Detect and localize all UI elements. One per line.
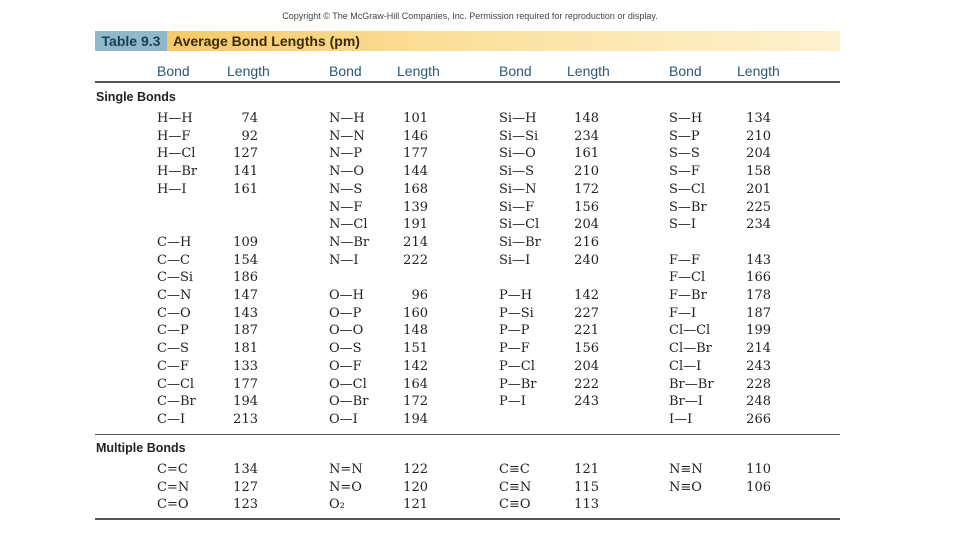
bond-label: Si—H [499,111,537,126]
table-number: Table 9.3 [95,31,167,51]
bond-label: C—S [157,341,189,357]
header-divider [95,81,840,83]
bond-length-value: 168 [403,181,428,197]
bond-length-value: 240 [574,252,599,268]
bond-length-value: 210 [746,128,771,144]
bond-label: N—Cl [329,217,368,233]
bond-length-value: 177 [233,376,258,392]
bond-length-value: 158 [746,164,771,180]
section-divider [95,434,840,435]
bond-length-value: 214 [403,234,428,250]
bond-length-value: 228 [746,376,771,392]
bond-length-value: 222 [403,252,428,268]
bond-label: H—Br [157,164,198,180]
table-bottom-rule [95,518,840,520]
bond-label: O—O [329,323,364,339]
bond-label: C—C [157,252,190,268]
bond-length-value: 199 [746,323,771,339]
bond-length-value: 115 [574,479,599,495]
bond-length-value: 74 [241,111,258,126]
bond-label: H—Cl [157,146,196,162]
bond-label: F—Br [669,288,707,303]
bond-label: Si—Br [499,234,541,250]
bond-length-value: 213 [233,411,258,427]
bond-length-value: 221 [574,323,599,339]
bond-length-value: 187 [233,323,258,339]
bond-length-value: 143 [746,252,771,268]
column-header-length-4: Length [737,63,780,79]
bond-length-value: 194 [233,394,258,410]
bond-label: N—S [329,181,363,197]
bond-length-value: 243 [574,394,599,410]
bond-length-value: 243 [746,358,771,374]
bond-label: H—I [157,181,187,197]
bond-label: C—H [157,234,192,250]
bond-label: O—F [329,358,362,374]
bond-length-value: 92 [241,128,258,144]
bond-label: N—H [329,111,365,126]
bond-length-value: 109 [233,234,258,250]
bond-label: Si—O [499,146,536,162]
bond-length-value: 210 [574,164,599,180]
bond-length-value: 120 [403,479,428,495]
column-header-bond-4: Bond [669,63,702,79]
bond-length-value: 96 [411,288,428,303]
bond-length-value: 148 [574,111,599,126]
bond-length-value: 161 [574,146,599,162]
bond-label: N=O [329,479,362,495]
bond-label: N—P [329,146,363,162]
bond-length-value: 156 [574,199,599,215]
bond-label: C—Br [157,394,196,410]
bond-length-value: 148 [403,323,428,339]
bond-length-value: 127 [233,146,258,162]
bond-length-value: 151 [403,341,428,357]
bond-label: S—S [669,146,700,162]
bond-length-value: 204 [574,358,599,374]
bond-length-value: 133 [233,358,258,374]
bond-label: P—H [499,288,533,303]
bond-label: C=O [157,497,189,513]
bond-length-value: 216 [574,234,599,250]
bond-length-value: 177 [403,146,428,162]
bond-label: P—I [499,394,526,410]
bond-label: I—I [669,411,693,427]
bond-length-value: 156 [574,341,599,357]
bond-length-value: 110 [746,462,771,477]
bond-length-value: 234 [746,217,771,233]
bond-length-value: 134 [746,111,771,126]
bond-label: O—P [329,305,362,321]
bond-length-value: 121 [403,497,428,513]
bond-label: O₂ [329,497,345,513]
column-header-length-2: Length [397,63,440,79]
bond-label: S—F [669,164,700,180]
bond-length-value: 227 [574,305,599,321]
bond-length-value: 141 [233,164,258,180]
bond-label: C—N [157,288,192,303]
bond-length-value: 164 [403,376,428,392]
bond-length-value: 172 [403,394,428,410]
bond-label: C—I [157,411,186,427]
bond-label: C—Si [157,270,194,286]
bond-label: C=C [157,462,188,477]
bond-length-value: 248 [746,394,771,410]
bond-label: S—Cl [669,181,706,197]
column-header-bond-2: Bond [329,63,362,79]
bond-label: N—O [329,164,365,180]
bond-length-value: 172 [574,181,599,197]
bond-length-value: 191 [403,217,428,233]
bond-label: S—Br [669,199,707,215]
bond-length-value: 222 [574,376,599,392]
bond-length-value: 204 [746,146,771,162]
bond-label: P—P [499,323,530,339]
bond-label: S—P [669,128,700,144]
bond-length-value: 106 [746,479,771,495]
bond-label: N≡O [669,479,702,495]
bond-length-value: 181 [233,341,258,357]
bond-length-value: 234 [574,128,599,144]
column-header-length-1: Length [227,63,270,79]
bond-label: C—O [157,305,191,321]
bond-length-value: 187 [746,305,771,321]
bond-label: Si—S [499,164,534,180]
bond-label: Cl—I [669,358,702,374]
bond-label: Si—Si [499,128,539,144]
bond-label: N—Br [329,234,370,250]
bond-label: C—Cl [157,376,195,392]
bond-length-value: 225 [746,199,771,215]
bond-length-value: 266 [746,411,771,427]
bond-label: O—H [329,288,364,303]
bond-label: N—N [329,128,365,144]
bond-label: C≡N [499,479,532,495]
bond-length-value: 204 [574,217,599,233]
bond-label: Cl—Cl [669,323,711,339]
bond-label: Si—F [499,199,535,215]
bond-label: C—P [157,323,189,339]
bond-label: Cl—Br [669,341,712,357]
bond-label: P—F [499,341,530,357]
bond-label: S—H [669,111,703,126]
bond-label: C≡O [499,497,531,513]
bond-length-value: 214 [746,341,771,357]
bond-length-value: 139 [403,199,428,215]
bond-length-value: 194 [403,411,428,427]
bond-label: H—F [157,128,191,144]
bond-length-value: 121 [574,462,599,477]
column-header-bond-1: Bond [157,63,190,79]
bond-length-value: 178 [746,288,771,303]
bond-label: N—F [329,199,363,215]
bond-label: F—I [669,305,697,321]
bond-length-value: 143 [233,305,258,321]
bond-length-value: 147 [233,288,258,303]
bond-label: O—I [329,411,358,427]
bond-length-value: 123 [233,497,258,513]
bond-label: F—F [669,252,701,268]
bond-label: N≡N [669,462,703,477]
bond-length-value: 144 [403,164,428,180]
bond-length-value: 142 [403,358,428,374]
bond-length-value: 113 [574,497,599,513]
bond-label: Si—N [499,181,537,197]
bond-label: Br—I [669,394,703,410]
bond-label: Si—I [499,252,531,268]
bond-label: Si—Cl [499,217,540,233]
bond-label: P—Br [499,376,537,392]
bond-length-value: 160 [403,305,428,321]
bond-label: O—Br [329,394,369,410]
section-label-single-bonds: Single Bonds [96,90,176,104]
bond-label: P—Si [499,305,534,321]
bond-label: F—Cl [669,270,706,286]
bond-label: C≡C [499,462,530,477]
copyright-notice: Copyright © The McGraw-Hill Companies, Inc. Permission required for reproduction or display. [282,11,658,21]
bond-label: N=N [329,462,363,477]
section-label-multiple-bonds: Multiple Bonds [96,441,186,455]
bond-length-value: 101 [403,111,428,126]
bond-label: C=N [157,479,190,495]
bond-length-value: 161 [233,181,258,197]
table-title: Average Bond Lengths (pm) [173,33,360,49]
bond-length-value: 127 [233,479,258,495]
bond-label: O—Cl [329,376,367,392]
bond-length-value: 201 [746,181,771,197]
bond-label: S—I [669,217,697,233]
bond-length-value: 146 [403,128,428,144]
column-header-bond-3: Bond [499,63,532,79]
bond-label: N—I [329,252,359,268]
bond-length-value: 142 [574,288,599,303]
column-header-length-3: Length [567,63,610,79]
bond-length-value: 186 [233,270,258,286]
bond-label: C—F [157,358,189,374]
bond-label: P—Cl [499,358,535,374]
bond-length-value: 154 [233,252,258,268]
bond-label: H—H [157,111,193,126]
bond-length-value: 166 [746,270,771,286]
bond-label: O—S [329,341,362,357]
bond-length-value: 134 [233,462,258,477]
bond-length-value: 122 [403,462,428,477]
table-title-bar [95,31,840,51]
bond-label: Br—Br [669,376,714,392]
